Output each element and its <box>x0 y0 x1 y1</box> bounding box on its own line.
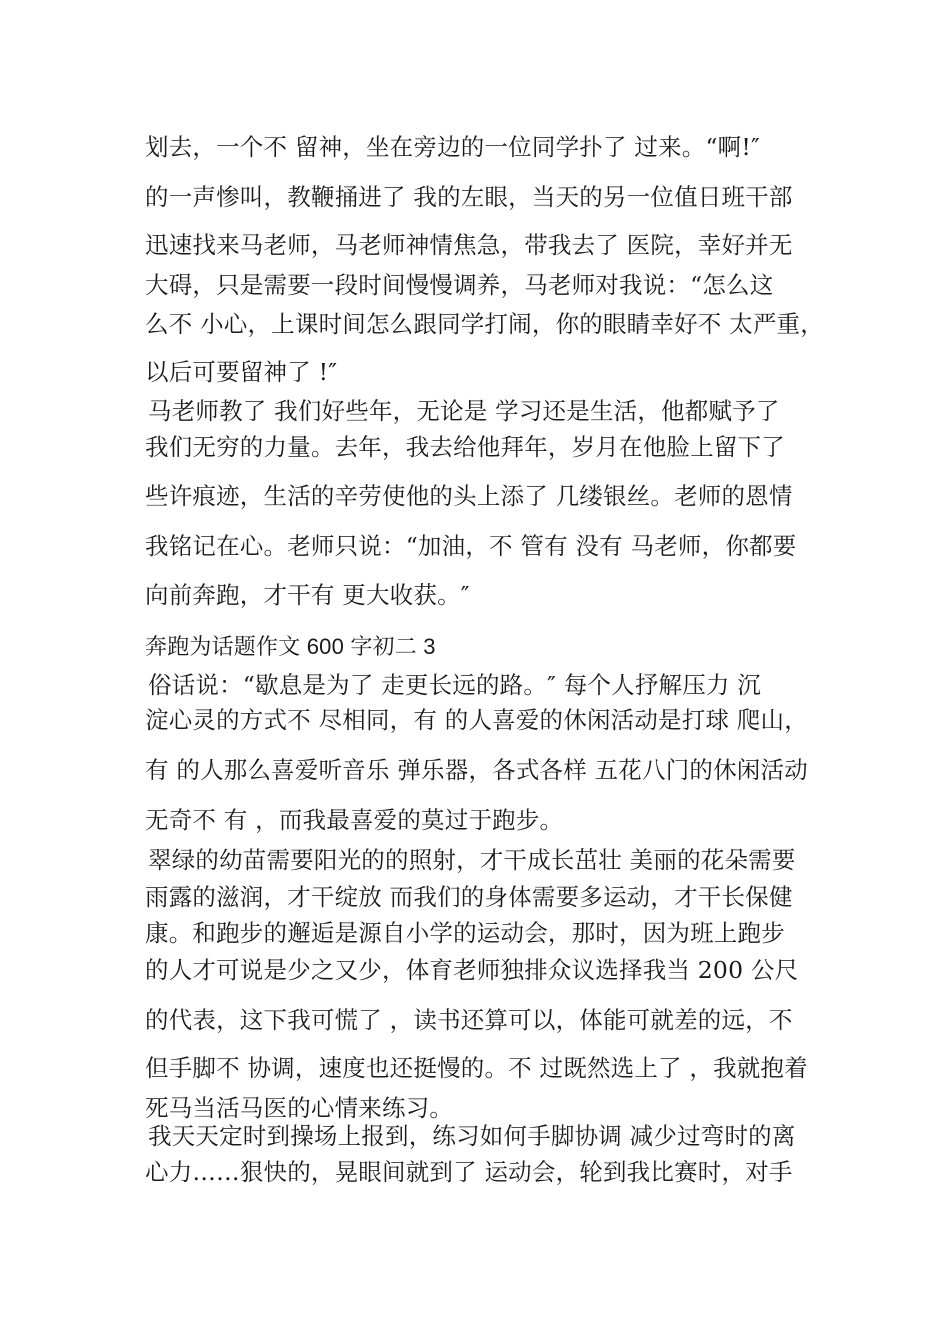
text-line: 么不 小心，上课时间怎么跟同学打闹，你的眼睛幸好不 太严重， <box>145 310 824 338</box>
text-line: 迅速找来马老师，马老师神情焦急，带我去了 医院，幸好并无 <box>145 231 793 259</box>
text-line: 的人才可说是少之又少，体育老师独排众议选择我当 200 公尺 <box>145 956 799 984</box>
text-line: 向前奔跑，才干有 更大收获。″ <box>145 581 470 609</box>
text-line: 划去，一个不 留神，坐在旁边的一位同学扑了 过来。“啊!″ <box>145 133 760 161</box>
text-line: 心力……狠快的，晃眼间就到了 运动会，轮到我比赛时，对手 <box>145 1158 793 1186</box>
text-line: 无奇不 有 ，而我最喜爱的莫过于跑步。 <box>145 806 564 834</box>
text-line: 的一声惨叫，教鞭捅进了 我的左眼，当天的另一位值日班干部 <box>145 183 793 211</box>
text-line: 翠绿的幼苗需要阳光的的照射，才干成长茁壮 美丽的花朵需要 <box>148 846 796 874</box>
text-line: 死马当活马医的心情来练习。 <box>145 1094 454 1122</box>
text-line: 我们无穷的力量。去年，我去给他拜年，岁月在他脸上留下了 <box>145 433 785 461</box>
text-line: 雨露的滋润，才干绽放 而我们的身体需要多运动，才干长保健 <box>145 883 793 911</box>
text-line: 以后可要留神了 !″ <box>145 358 338 386</box>
text-line: 的代表，这下我可慌了 ，读书还算可以，体能可就差的远，不 <box>145 1006 793 1034</box>
text-line: 淀心灵的方式不 尽相同，有 的人喜爱的休闲活动是打球 爬山， <box>145 706 808 734</box>
text-line: 我铭记在心。老师只说：“加油，不 管有 没有 马老师，你都要 <box>145 532 797 560</box>
text-line: 些许痕迹，生活的辛劳使他的头上添了 几缕银丝。老师的恩情 <box>145 482 793 510</box>
text-line: 我天天定时到操场上报到，练习如何手脚协调 减少过弯时的离 <box>148 1122 796 1150</box>
essay-heading: 奔跑为话题作文 600 字初二 3 <box>145 634 436 659</box>
text-line: 但手脚不 协调，速度也还挺慢的。不 过既然选上了 ，我就抱着 <box>145 1054 808 1082</box>
text-line: 俗话说：“歇息是为了 走更长远的路。″ 每个人抒解压力 沉 <box>148 671 762 699</box>
text-line: 康。和跑步的邂逅是源自小学的运动会，那时，因为班上跑步 <box>145 919 785 947</box>
text-line: 有 的人那么喜爱听音乐 弹乐器，各式各样 五花八门的休闲活动 <box>145 756 808 784</box>
text-line: 大碍，只是需要一段时间慢慢调养，马老师对我说：“怎么这 <box>145 271 774 299</box>
text-line: 马老师教了 我们好些年，无论是 学习还是生活，他都赋予了 <box>148 397 780 425</box>
